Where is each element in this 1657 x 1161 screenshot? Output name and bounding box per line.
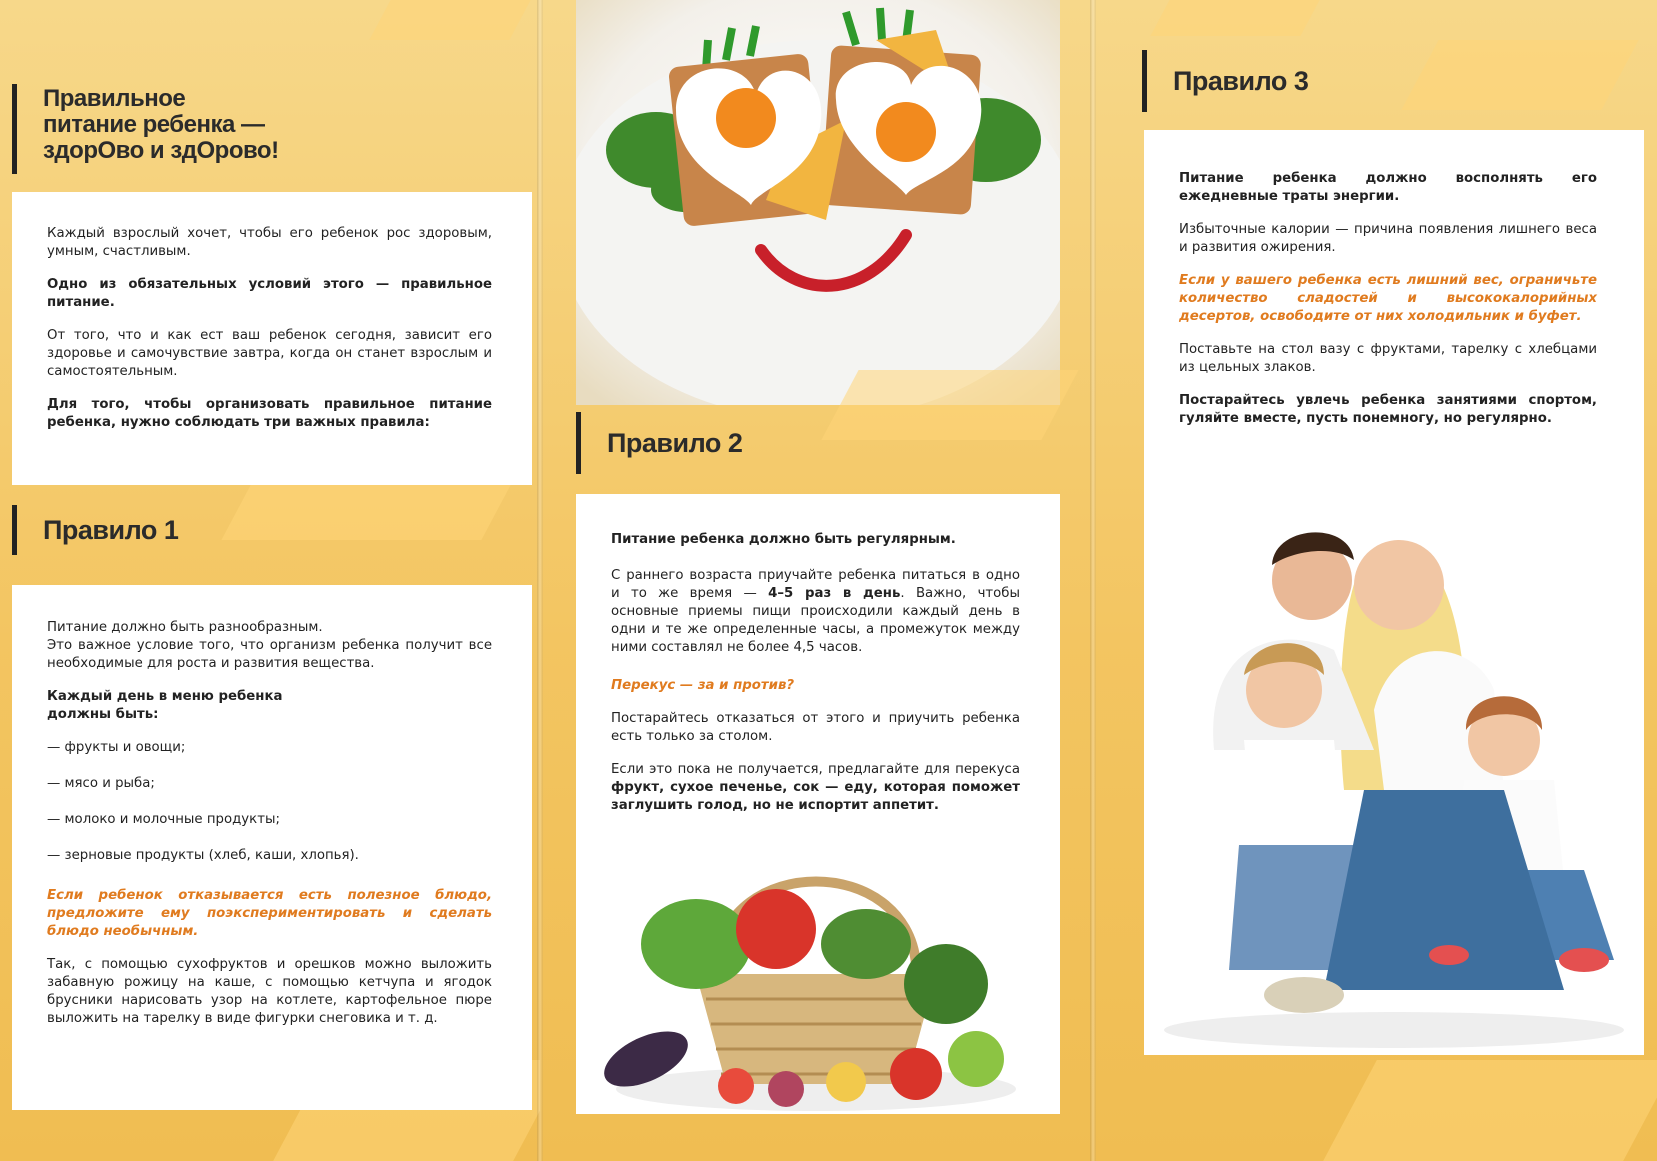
rule3-lead: Питание ребенка должно восполнять его ежедневные траты энергии. bbox=[1179, 171, 1597, 204]
menu-item: — зерновые продукты (хлеб, каши, хлопья). bbox=[47, 848, 359, 863]
intro-text: От того, что и как ест ваш ребенок сегодня, зависит его здоровье и самочувствие завтра, когда он станет взрослым и самостоятельным. bbox=[47, 328, 492, 379]
rule1-text: Это важное условие того, что организм ребенка получит все необходимые для роста и развития вещества. bbox=[47, 638, 492, 671]
decor-stripe bbox=[1401, 40, 1638, 110]
title-line: Правильное bbox=[43, 85, 186, 112]
intro-text: Каждый взрослый хочет, чтобы его ребенок рос здоровым, умным, счастливым. bbox=[47, 226, 492, 259]
menu-item: — молоко и молочные продукты; bbox=[47, 812, 280, 827]
intro-text-bold: Для того, чтобы организовать правильное питание ребенка, нужно соблюдать три важных правила: bbox=[47, 397, 492, 430]
rule3-heading: Правило 3 bbox=[1142, 50, 1308, 112]
smiley-breakfast-illustration bbox=[576, 0, 1060, 405]
decor-stripe bbox=[821, 370, 1078, 440]
intro-text-bold: Одно из обязательных условий этого — правильное питание. bbox=[47, 277, 492, 310]
rule2-card bbox=[576, 494, 1060, 1114]
rule2-text: Постарайтесь отказаться от этого и приучить ребенка есть только за столом. bbox=[611, 711, 1020, 744]
left-panel bbox=[0, 0, 540, 1161]
page-title bbox=[12, 84, 423, 174]
decor-stripe bbox=[1150, 0, 1319, 36]
rule2-heading: Правило 2 bbox=[576, 412, 742, 474]
rule3-text: Избыточные калории — причина появления лишнего веса и развития ожирения. bbox=[1179, 222, 1597, 255]
rule3-text: Поставьте на стол вазу с фруктами, тарелку с хлебцами из цельных злаков. bbox=[1179, 342, 1597, 375]
rule2-text-part: Если это пока не получается, предлагайте для перекуса bbox=[611, 762, 1020, 777]
rule2-text-emphasis: фрукт, сухое печенье, сок — еду, которая поможет заглушить голод, но не испортит аппетит. bbox=[611, 780, 1020, 813]
rule2-text-part: . Важно, чтобы основные приемы пищи происходили каждый день в одни и те же определенные часы, а промежуток между ними составлял не более 4,5 часов. bbox=[611, 586, 1020, 655]
rule2-text-part: С раннего возраста приучайте ребенка питаться в одно и то же время — bbox=[611, 568, 1020, 601]
menu-item: — фрукты и овощи; bbox=[47, 740, 186, 755]
middle-panel bbox=[540, 0, 1100, 1161]
rule1-heading: Правило 1 bbox=[12, 505, 178, 555]
title-line: питание ребенка — bbox=[43, 111, 265, 138]
menu-item: — мясо и рыба; bbox=[47, 776, 155, 791]
right-panel bbox=[1100, 0, 1657, 1161]
fold-line bbox=[1090, 0, 1096, 1161]
vegetable-basket-illustration bbox=[586, 834, 1046, 1114]
smiley-breakfast-photo bbox=[576, 0, 1060, 405]
vegetable-basket-photo bbox=[586, 834, 1046, 1114]
family-photo bbox=[1144, 490, 1644, 1055]
rule3-text-bold: Постарайтесь увлечь ребенка занятиями спортом, гуляйте вместе, пусть понемногу, но регулярно. bbox=[1179, 393, 1597, 426]
rule2-text bbox=[611, 761, 1020, 815]
rule3-card bbox=[1144, 130, 1644, 1055]
rule1-text: Питание должно быть разнообразным. bbox=[47, 620, 323, 635]
rule2-text bbox=[611, 567, 1020, 657]
rule1-tip: Если ребенок отказывается есть полезное блюдо, предложите ему поэкспериментировать и сделать блюдо необычным. bbox=[47, 888, 492, 939]
title-line: здорОво и здОрово! bbox=[43, 137, 279, 164]
menu-title: Каждый день в меню ребенка должны быть: bbox=[47, 689, 283, 722]
family-illustration bbox=[1144, 490, 1644, 1055]
rule2-text-emphasis: 4–5 раз в день bbox=[768, 586, 901, 601]
rule1-card bbox=[12, 585, 532, 1110]
rule1-text: Так, с помощью сухофруктов и орешков можно выложить забавную рожицу на каше, с помощью кетчупа и ягодок брусники нарисовать узор на котлете, картофельное пюре выложить на тарелку в виде фигурки снеговика и т. д. bbox=[47, 957, 492, 1026]
decor-stripe bbox=[1323, 1060, 1657, 1161]
rule2-lead: Питание ребенка должно быть регулярным. bbox=[611, 532, 956, 547]
rule2-subheading: Перекус — за и против? bbox=[611, 678, 795, 693]
decor-stripe bbox=[369, 0, 530, 40]
intro-card bbox=[12, 192, 532, 485]
rule3-tip: Если у вашего ребенка есть лишний вес, ограничьте количество сладостей и высококалорийных десертов, освободите от них холодильник и буфет. bbox=[1179, 273, 1597, 324]
